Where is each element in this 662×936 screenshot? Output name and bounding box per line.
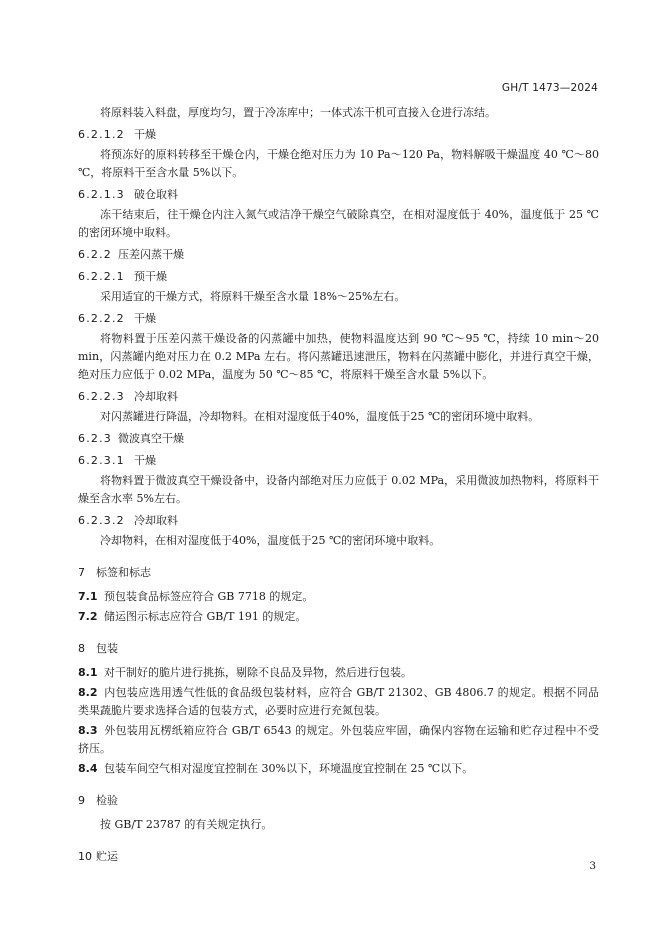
heading-title: 检验 bbox=[96, 794, 118, 807]
heading-title: 干燥 bbox=[134, 312, 156, 325]
clause-8-3 bbox=[78, 722, 599, 758]
clause-8-1 bbox=[78, 664, 599, 682]
heading-number: 8 bbox=[78, 642, 85, 655]
paragraph-load-tray: 将原料装入料盘，厚度均匀，置于冷冻库中；一体式冻干机可直接入仓进行冻结。 bbox=[100, 106, 496, 119]
page-number: 3 bbox=[589, 860, 596, 872]
heading-6-2-3-2 bbox=[78, 512, 599, 530]
clause-text: 包装车间空气相对湿度宜控制在 30%以下，环境温度宜控制在 25 ℃以下。 bbox=[104, 762, 474, 775]
heading-6-2-3-1 bbox=[78, 452, 599, 470]
heading-6-2-2-2 bbox=[78, 310, 599, 328]
heading-number: 6.2.3 bbox=[78, 432, 112, 445]
heading-number: 6.2.1.3 bbox=[78, 188, 125, 201]
paragraph-6-2-3-1: 将物料置于微波真空干燥设备中，设备内部绝对压力应低于 0.02 MPa，采用微波加热物料，将原料干燥至含水率 5%左右。 bbox=[78, 474, 599, 505]
clause-text: 外包装用瓦楞纸箱应符合 GB/T 6543 的规定。外包装应牢固，确保内容物在运输和贮存过程中不受挤压。 bbox=[78, 724, 599, 755]
heading-section-10 bbox=[78, 848, 599, 866]
heading-6-2-1-2 bbox=[78, 126, 599, 144]
clause-text: 内包装应选用透气性低的食品级包装材料，应符合 GB/T 21302、GB 4806.7 的规定。根据不同品类果蔬脆片要求选择合适的包装方式，必要时应进行充氮包装。 bbox=[78, 686, 599, 717]
clause-number: 8.2 bbox=[78, 686, 98, 699]
clause-7-1 bbox=[78, 588, 599, 606]
clause-number: 8.4 bbox=[78, 762, 98, 775]
clause-text: 储运图示标志应符合 GB/T 191 的规定。 bbox=[104, 610, 307, 623]
paragraph-section-9: 按 GB/T 23787 的有关规定执行。 bbox=[100, 818, 273, 831]
clause-number: 8.1 bbox=[78, 666, 98, 679]
heading-title: 压差闪蒸干燥 bbox=[118, 248, 184, 261]
paragraph-6-2-2-2: 将物料置于压差闪蒸干燥设备的闪蒸罐中加热，使物料温度达到 90 ℃～95 ℃，持续 10 min～20 min，闪蒸罐内绝对压力在 0.2 MPa 左右。将闪蒸罐迅速泄压，物料在闪蒸罐中膨化，并进行真空干燥，绝对压力应低于 0.02 MPa，温度为 50 ℃～85 ℃，将原料干燥至含水量 5%以下。 bbox=[78, 332, 599, 381]
heading-6-2-2-1 bbox=[78, 268, 599, 286]
clause-number: 8.3 bbox=[78, 724, 98, 737]
clause-8-4 bbox=[78, 760, 599, 778]
heading-title: 冷却取料 bbox=[134, 390, 178, 403]
paragraph-6-2-2-1: 采用适宜的干燥方式，将原料干燥至含水量 18%～25%左右。 bbox=[100, 290, 406, 303]
heading-number: 6.2.3.1 bbox=[78, 454, 125, 467]
heading-title: 干燥 bbox=[134, 128, 156, 141]
heading-number: 6.2.3.2 bbox=[78, 514, 125, 527]
clause-number: 7.1 bbox=[78, 590, 98, 603]
heading-6-2-1-3 bbox=[78, 186, 599, 204]
paragraph-6-2-2-3: 对闪蒸罐进行降温，冷却物料。在相对湿度低于40%，温度低于25 ℃的密闭环境中取料。 bbox=[100, 410, 540, 423]
clause-text: 预包装食品标签应符合 GB 7718 的规定。 bbox=[104, 590, 314, 603]
clause-8-2 bbox=[78, 684, 599, 720]
heading-6-2-2 bbox=[78, 246, 599, 264]
document-body bbox=[78, 104, 599, 872]
heading-number: 6.2.2 bbox=[78, 248, 112, 261]
heading-title: 破仓取料 bbox=[134, 188, 178, 201]
heading-number: 6.2.1.2 bbox=[78, 128, 125, 141]
heading-title: 标签和标志 bbox=[96, 566, 151, 579]
heading-number: 7 bbox=[78, 566, 85, 579]
heading-number: 9 bbox=[78, 794, 85, 807]
heading-section-7 bbox=[78, 564, 599, 582]
heading-title: 干燥 bbox=[134, 454, 156, 467]
heading-number: 6.2.2.1 bbox=[78, 270, 125, 283]
heading-title: 包装 bbox=[96, 642, 118, 655]
heading-title: 微波真空干燥 bbox=[118, 432, 184, 445]
paragraph-6-2-3-2: 冷却物料，在相对湿度低于40%，温度低于25 ℃的密闭环境中取料。 bbox=[100, 534, 441, 547]
heading-title: 冷却取料 bbox=[134, 514, 178, 527]
heading-section-8 bbox=[78, 640, 599, 658]
heading-title: 预干燥 bbox=[134, 270, 167, 283]
clause-text: 对干制好的脆片进行挑拣，剔除不良品及异物，然后进行包装。 bbox=[104, 666, 412, 679]
clause-number: 7.2 bbox=[78, 610, 98, 623]
heading-number: 6.2.2.2 bbox=[78, 312, 125, 325]
standard-code-header: GH/T 1473—2024 bbox=[501, 82, 598, 94]
heading-section-9 bbox=[78, 792, 599, 810]
heading-number: 10 bbox=[78, 850, 92, 863]
heading-number: 6.2.2.3 bbox=[78, 390, 125, 403]
paragraph-6-2-1-3: 冻干结束后，往干燥仓内注入氮气或洁净干燥空气破除真空，在相对湿度低于 40%，温度低于 25 ℃的密闭环境中取料。 bbox=[78, 208, 599, 239]
heading-6-2-3 bbox=[78, 430, 599, 448]
heading-title: 贮运 bbox=[96, 850, 118, 863]
heading-6-2-2-3 bbox=[78, 388, 599, 406]
paragraph-6-2-1-2: 将预冻好的原料转移至干燥仓内，干燥仓绝对压力为 10 Pa～120 Pa，物料解吸干燥温度 40 ℃～80 ℃，将原料干至含水量 5%以下。 bbox=[78, 148, 599, 179]
clause-7-2 bbox=[78, 608, 599, 626]
